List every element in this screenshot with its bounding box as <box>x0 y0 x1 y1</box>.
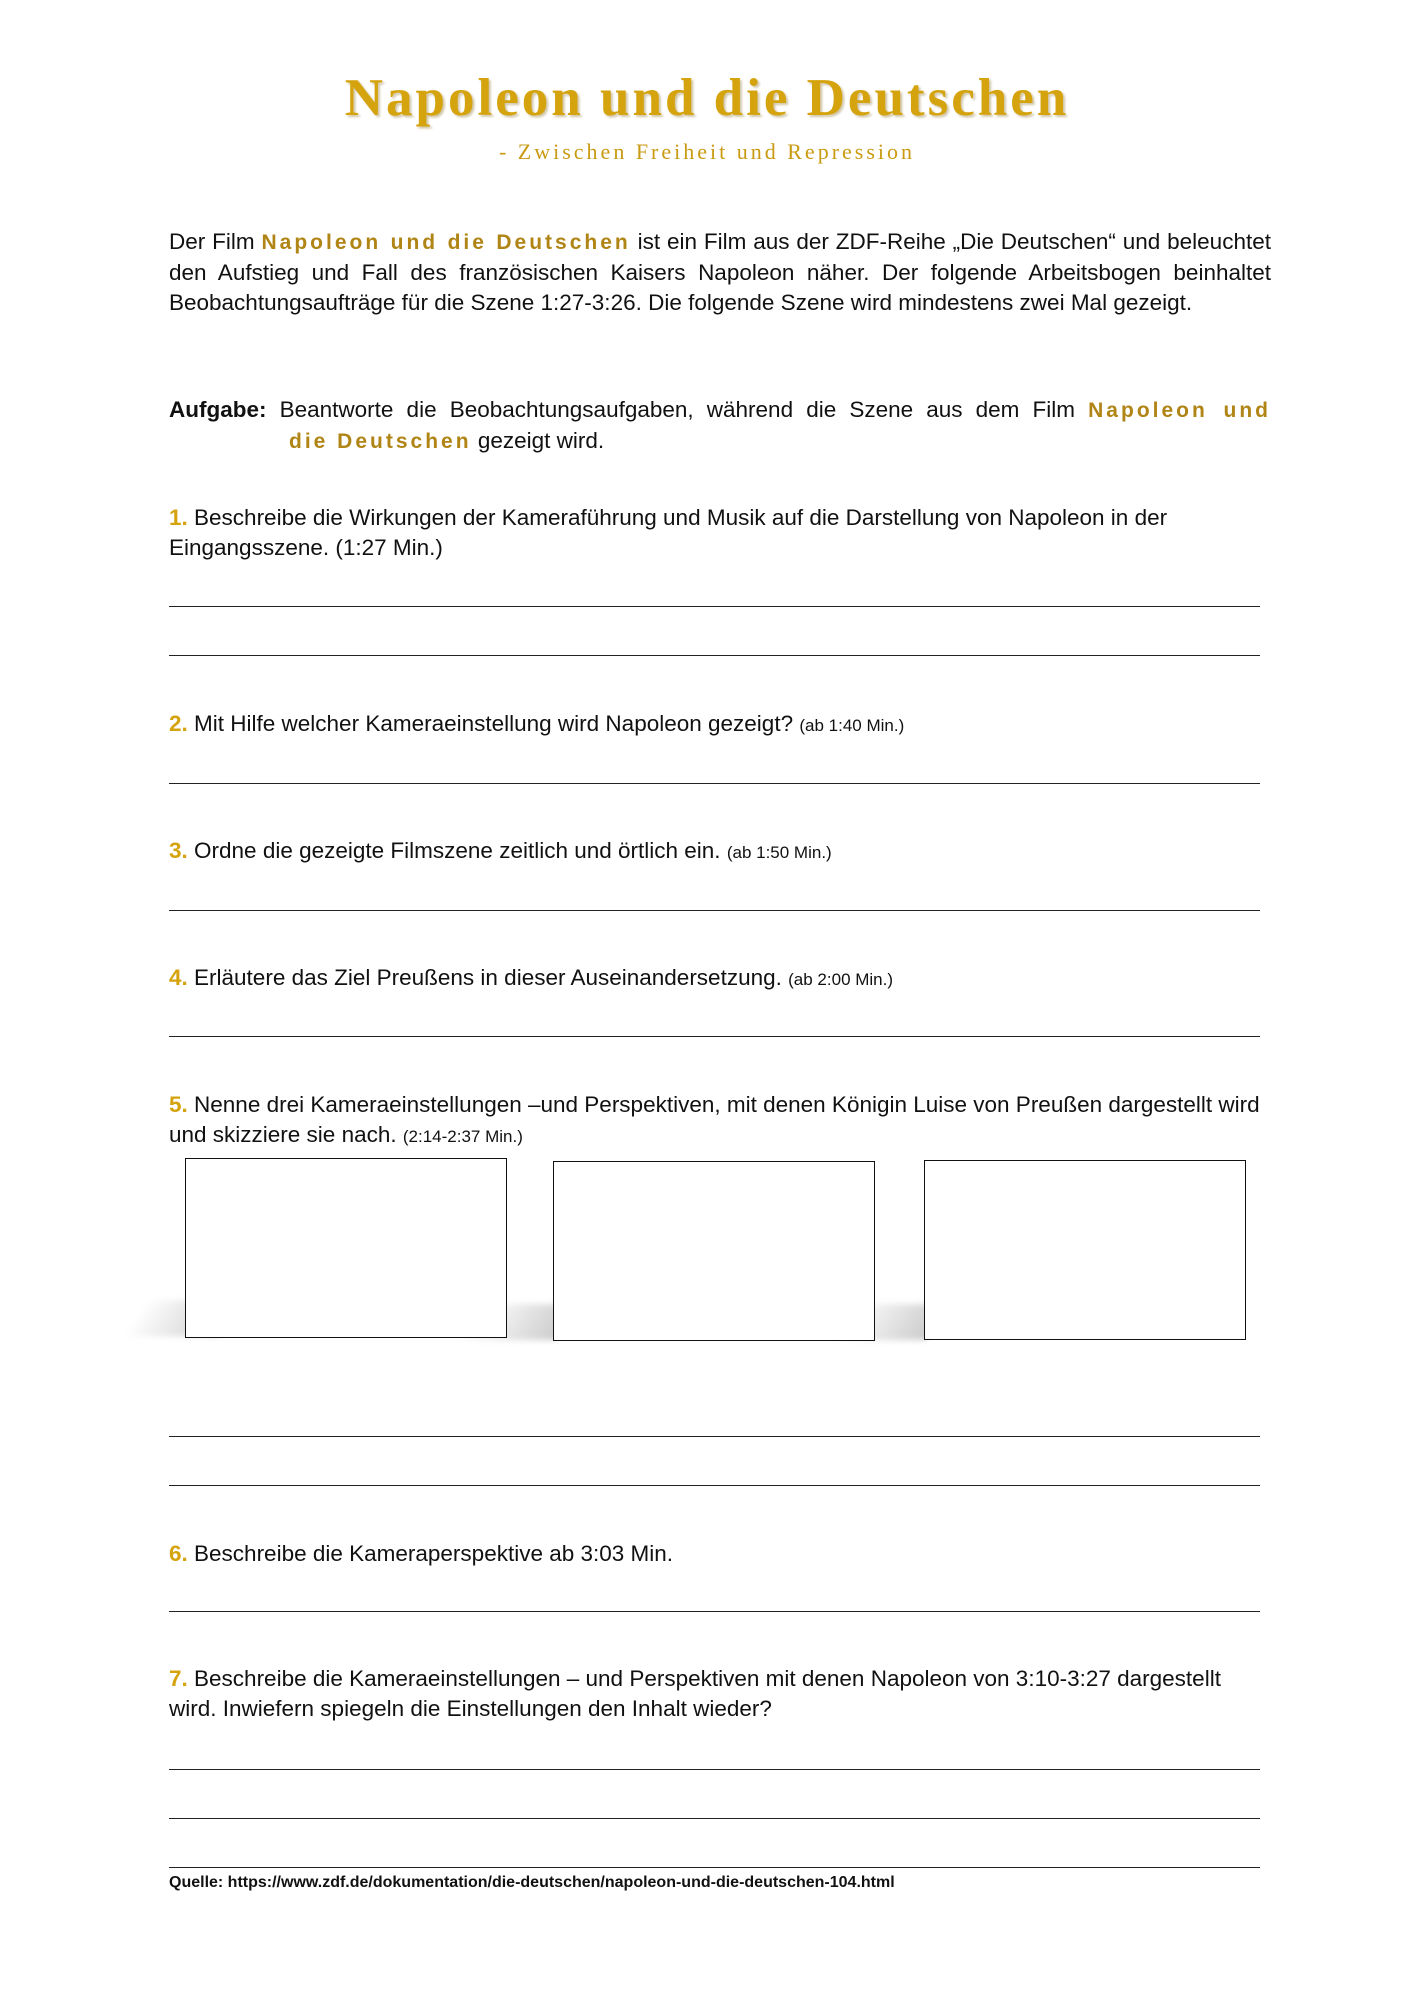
question-number: 7. <box>169 1666 188 1691</box>
task-paragraph <box>169 395 1271 457</box>
answer-line[interactable] <box>169 606 1260 607</box>
film-title-highlight: Napoleon und die Deutschen <box>261 231 631 254</box>
sketch-box-3[interactable] <box>924 1160 1246 1340</box>
question-text: Beschreibe die Kameraperspektive ab 3:03 Min. <box>194 1541 674 1566</box>
answer-line[interactable] <box>169 910 1260 911</box>
question-text: Beschreibe die Kameraeinstellungen – und Perspektiven mit denen Napoleon von 3:10-3:27 dargestellt wird. Inwiefern spiegeln die Einstellungen den Inhalt wieder? <box>169 1666 1221 1721</box>
question-number: 1. <box>169 505 188 530</box>
question-5 <box>169 1090 1271 1152</box>
question-number: 2. <box>169 711 188 736</box>
question-number: 4. <box>169 965 188 990</box>
answer-line[interactable] <box>169 783 1260 784</box>
source-citation: Quelle: https://www.zdf.de/dokumentation/die-deutschen/napoleon-und-die-deutschen-104.html <box>169 1874 895 1891</box>
question-text: Beschreibe die Wirkungen der Kameraführung und Musik auf die Darstellung von Napoleon in der Eingangsszene. (1:27 Min.) <box>169 505 1168 560</box>
question-7 <box>169 1664 1271 1724</box>
answer-line[interactable] <box>169 1485 1260 1486</box>
task-film-title-b: die Deutschen <box>289 430 472 453</box>
answer-line[interactable] <box>169 1436 1260 1437</box>
question-text: Mit Hilfe welcher Kameraeinstellung wird Napoleon gezeigt? <box>194 711 794 736</box>
answer-line[interactable] <box>169 1611 1260 1612</box>
intro-text-start: Der Film <box>169 229 255 254</box>
time-note: (2:14-2:37 Min.) <box>402 1127 523 1146</box>
answer-line[interactable] <box>169 1818 1260 1819</box>
intro-paragraph <box>169 227 1271 318</box>
task-text-end: gezeigt wird. <box>477 428 605 453</box>
sketch-box-2[interactable] <box>553 1161 875 1341</box>
sketch-box-1[interactable] <box>185 1158 507 1338</box>
task-film-title-a: Napoleon und <box>1088 399 1271 422</box>
answer-line[interactable] <box>169 655 1260 656</box>
question-6 <box>169 1539 1271 1569</box>
question-number: 6. <box>169 1541 188 1566</box>
answer-line[interactable] <box>169 1867 1260 1868</box>
time-note: (ab 1:40 Min.) <box>799 716 905 735</box>
question-number: 3. <box>169 838 188 863</box>
time-note: (ab 2:00 Min.) <box>788 970 894 989</box>
question-1 <box>169 503 1271 563</box>
task-label: Aufgabe: <box>169 397 267 422</box>
question-text: Nenne drei Kameraeinstellungen –und Perspektiven, mit denen Königin Luise von Preußen dargestellt wird und skizziere sie nach. <box>169 1092 1260 1147</box>
time-note: (ab 1:50 Min.) <box>726 843 832 862</box>
answer-line[interactable] <box>169 1769 1260 1770</box>
worksheet-subtitle: - Zwischen Freiheit und Repression <box>498 139 916 164</box>
question-text: Ordne die gezeigte Filmszene zeitlich und örtlich ein. <box>194 838 721 863</box>
worksheet-title: Napoleon und die Deutschen <box>344 69 1070 127</box>
question-2 <box>169 709 1271 741</box>
task-text: Beantworte die Beobachtungsaufgaben, während die Szene aus dem Film <box>279 397 1076 422</box>
intro-text-rest: ist ein Film aus der ZDF-Reihe „Die Deutschen“ und beleuchtet den Aufstieg und Fall des französischen Kaisers Napoleon näher. Der folgende Arbeitsbogen beinhaltet Beobachtungsaufträge für die Szene 1:27-3:26. Die folgende Szene wird mindestens zwei Mal gezeigt. <box>169 229 1271 315</box>
question-number: 5. <box>169 1092 188 1117</box>
question-4 <box>169 963 1271 995</box>
question-text: Erläutere das Ziel Preußens in dieser Auseinandersetzung. <box>194 965 782 990</box>
answer-line[interactable] <box>169 1036 1260 1037</box>
question-3 <box>169 836 1271 868</box>
